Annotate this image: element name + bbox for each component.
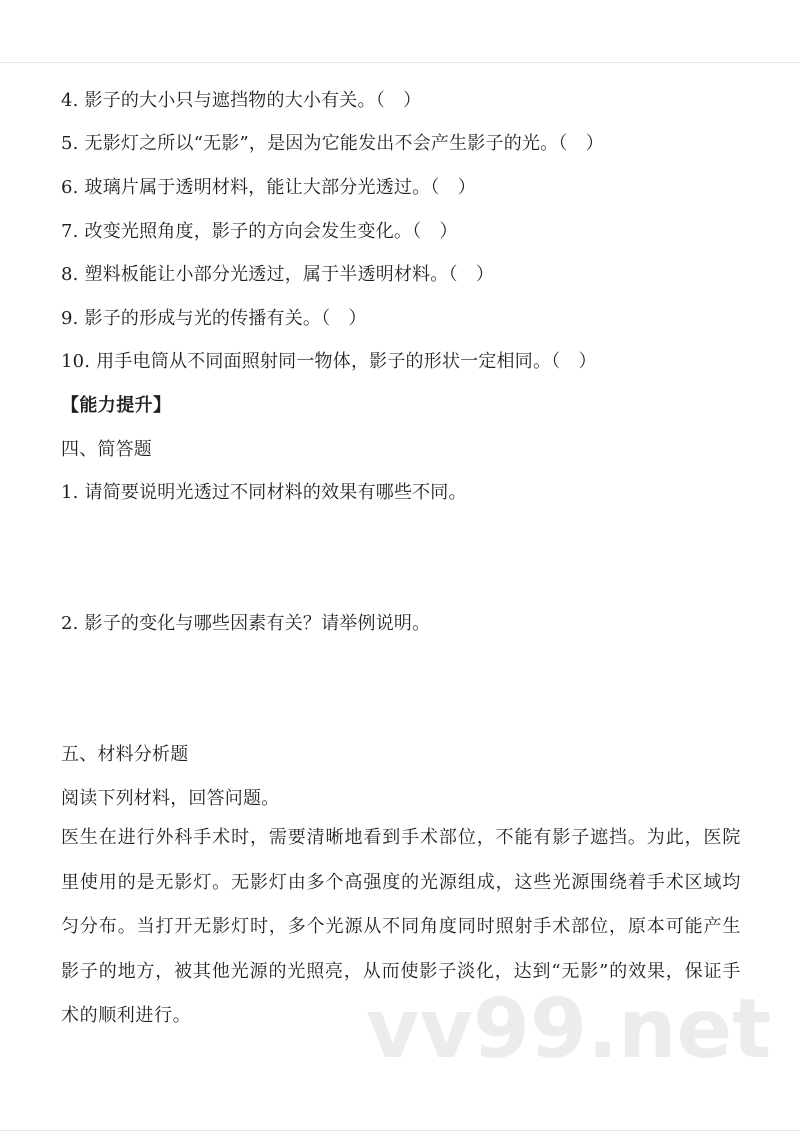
short-answer-question-2: 2. 影子的变化与哪些因素有关？请举例说明。 xyxy=(61,613,431,634)
top-divider xyxy=(0,62,800,63)
question-9: 9. 影子的形成与光的传播有关。（ ） xyxy=(61,308,367,329)
question-10: 10. 用手电筒从不同面照射同一物体，影子的形状一定相同。（ ） xyxy=(61,351,597,372)
question-4: 4. 影子的大小只与遮挡物的大小有关。（ ） xyxy=(61,90,422,111)
question-7: 7. 改变光照角度，影子的方向会发生变化。（ ） xyxy=(61,221,458,242)
short-answer-heading: 四、简答题 xyxy=(61,439,152,460)
short-answer-question-1: 1. 请简要说明光透过不同材料的效果有哪些不同。 xyxy=(61,482,467,503)
bottom-divider xyxy=(0,1130,800,1131)
question-8: 8. 塑料板能让小部分光透过，属于半透明材料。（ ） xyxy=(61,264,495,285)
ability-section-title: 【能力提升】 xyxy=(61,395,172,416)
question-6: 6. 玻璃片属于透明材料，能让大部分光透过。（ ） xyxy=(61,177,476,198)
question-5: 5. 无影灯之所以“无影”，是因为它能发出不会产生影子的光。（ ） xyxy=(61,133,604,154)
material-analysis-heading: 五、材料分析题 xyxy=(61,744,189,765)
watermark-text: vv99.net xyxy=(366,982,772,1077)
material-passage: 医生在进行外科手术时，需要清晰地看到手术部位，不能有影子遮挡。为此，医院里使用的是无影灯。无影灯由多个高强度的光源组成，这些光源围绕着手术区域均匀分布。当打开无影灯时，多个光源从不同角度同时照射手术部位，原本可能产生影子的地方，被其他光源的光照亮，从而使影子淡化，达到“无影”的效果，保证手术的顺利进行。 xyxy=(61,827,741,1026)
material-analysis-instruction: 阅读下列材料，回答问题。 xyxy=(61,788,280,809)
